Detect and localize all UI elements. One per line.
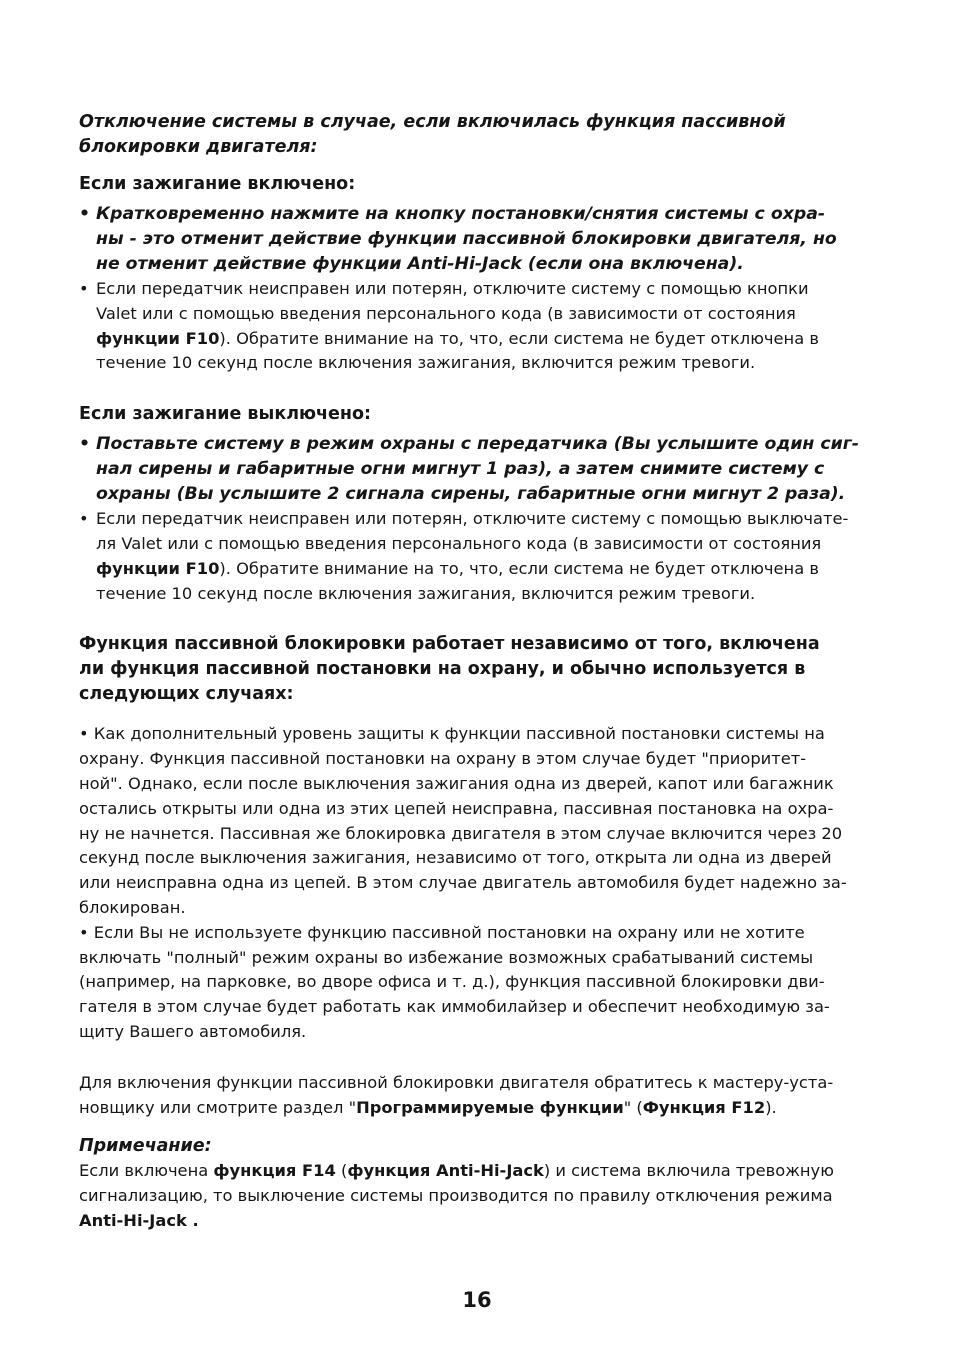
- text-line: или неисправна одна из цепей. В этом случае двигатель автомобиля будет надежно за-: [79, 873, 847, 893]
- text-line: гателя в этом случае будет работать как иммобилайзер и обеспечит необходимую за-: [79, 997, 830, 1017]
- function-ref: функции F10: [96, 328, 220, 348]
- text-line: включать "полный" режим охраны во избежание возможных срабатываний системы: [79, 947, 814, 967]
- section-heading: [79, 110, 875, 160]
- text-line: ля Valet или с помощью введения персонального кода (в зависимости от состояния: [96, 533, 822, 553]
- text-line: секунд после выключения зажигания, независимо от того, открыта ли одна из дверей: [79, 848, 832, 868]
- page-number: 16: [462, 1288, 492, 1312]
- text-line: Valet или с помощью введения персонального кода (в зависимости от состояния: [96, 303, 796, 323]
- note-title: Примечание:: [79, 1136, 212, 1157]
- text-line: щиту Вашего автомобиля.: [79, 1021, 307, 1041]
- text-run: " (: [623, 1097, 643, 1117]
- usage-case-2: [79, 921, 875, 1045]
- heading-line: ли функция пассивной постановки на охрану, и обычно используется в: [79, 659, 806, 680]
- text-line: охрану. Функция пассивной постановки на охрану в этом случае будет "приоритет-: [79, 749, 807, 769]
- bullet-item: [79, 202, 875, 277]
- ignition-on-title: Если зажигание включено:: [79, 174, 356, 194]
- enable-instructions: [79, 1071, 875, 1121]
- text-line: ну не начнется. Пассивная же блокировка двигателя в этом случае включится через 20: [79, 823, 843, 843]
- note-body: [79, 1159, 875, 1233]
- text-line: Кратковременно нажмите на кнопку постановки/снятия системы с охра-: [96, 204, 826, 224]
- text-line: течение 10 секунд после включения зажигания, включится режим тревоги.: [96, 353, 756, 373]
- text-line: течение 10 секунд после включения зажигания, включится режим тревоги.: [96, 583, 756, 603]
- text-line: Если передатчик неисправен или потерян, отключите систему с помощью кнопки: [96, 279, 809, 298]
- text-run: (: [335, 1161, 348, 1181]
- heading-line: следующих случаях:: [79, 684, 294, 705]
- text-line: Поставьте систему в режим охраны с передатчика (Вы услышите один сиг-: [96, 434, 859, 455]
- text-line: ны - это отменит действие функции пассивной блокировки двигателя, но: [96, 229, 837, 249]
- text-run: ) и система включила тревожную: [543, 1161, 834, 1181]
- text-line: сигнализацию, то выключение системы производится по правилу отключения режима: [79, 1186, 833, 1206]
- heading-line: блокировки двигателя:: [79, 137, 318, 157]
- text-line: не отменит действие функции Anti-Hi-Jack (если она включена).: [96, 254, 744, 274]
- text-line: остались открыты или одна из этих цепей неисправна, пассивная постановка на охра-: [79, 798, 834, 818]
- text-run: ).: [765, 1097, 777, 1117]
- bullet-marker: •: [79, 509, 89, 529]
- bullet-item: [79, 507, 875, 606]
- bullet-text: [96, 202, 875, 277]
- text-line: • Как дополнительный уровень защиты к функции пассивной постановки системы на: [79, 724, 825, 744]
- ignition-off-title: Если зажигание выключено:: [79, 404, 372, 425]
- text-line: блокирован.: [79, 897, 186, 917]
- text-line: Если передатчик неисправен или потерян, отключите систему с помощью выключате-: [96, 509, 849, 529]
- text-line: [96, 327, 875, 352]
- bullet-marker: •: [79, 204, 91, 224]
- text-line: • Если Вы не используете функцию пассивной постановки на охрану или не хотите: [79, 922, 805, 942]
- bullet-text: [96, 507, 875, 606]
- bullet-item: [79, 432, 875, 507]
- heading-line: Отключение системы в случае, если включилась функция пассивной: [79, 112, 786, 132]
- document-page: [79, 110, 875, 1234]
- usage-case-1: [79, 722, 875, 920]
- usage-heading: [79, 632, 875, 707]
- text-run: ). Обратите внимание на то, что, если система не будет отключена в: [219, 558, 819, 578]
- text-line: [79, 1159, 875, 1184]
- function-ref: функция F14: [213, 1161, 336, 1181]
- bullet-text: [96, 432, 875, 507]
- bullet-item: [79, 277, 875, 376]
- text-run: Если включена: [79, 1161, 214, 1181]
- heading-line: Функция пассивной блокировки работает независимо от того, включена: [79, 634, 820, 655]
- section-ref: Программируемые функции: [356, 1097, 624, 1117]
- mode-ref: Anti-Hi-Jack .: [79, 1210, 199, 1230]
- text-line: охраны (Вы услышите 2 сигнала сирены, габаритные огни мигнут 2 раза).: [96, 484, 846, 505]
- text-line: [79, 1096, 875, 1121]
- text-line: ной". Однако, если после выключения зажигания одна из дверей, капот или багажник: [79, 773, 834, 793]
- bullet-marker: •: [79, 279, 89, 298]
- bullet-marker: •: [79, 434, 91, 455]
- text-line: (например, на парковке, во дворе офиса и т. д.), функция пассивной блокировки дви-: [79, 972, 825, 992]
- text-run: ). Обратите внимание на то, что, если система не будет отключена в: [219, 328, 819, 348]
- text-line: [96, 557, 875, 582]
- text-run: новщику или смотрите раздел ": [79, 1097, 357, 1117]
- text-line: нал сирены и габаритные огни мигнут 1 раз), а затем снимите систему с: [96, 459, 825, 480]
- function-ref: Функция F12: [642, 1097, 766, 1117]
- function-ref: функции F10: [96, 558, 220, 578]
- text-line: Для включения функции пассивной блокировки двигателя обратитесь к мастеру-уста-: [79, 1072, 834, 1092]
- function-ref: функция Anti-Hi-Jack: [347, 1161, 544, 1181]
- bullet-text: [96, 277, 875, 376]
